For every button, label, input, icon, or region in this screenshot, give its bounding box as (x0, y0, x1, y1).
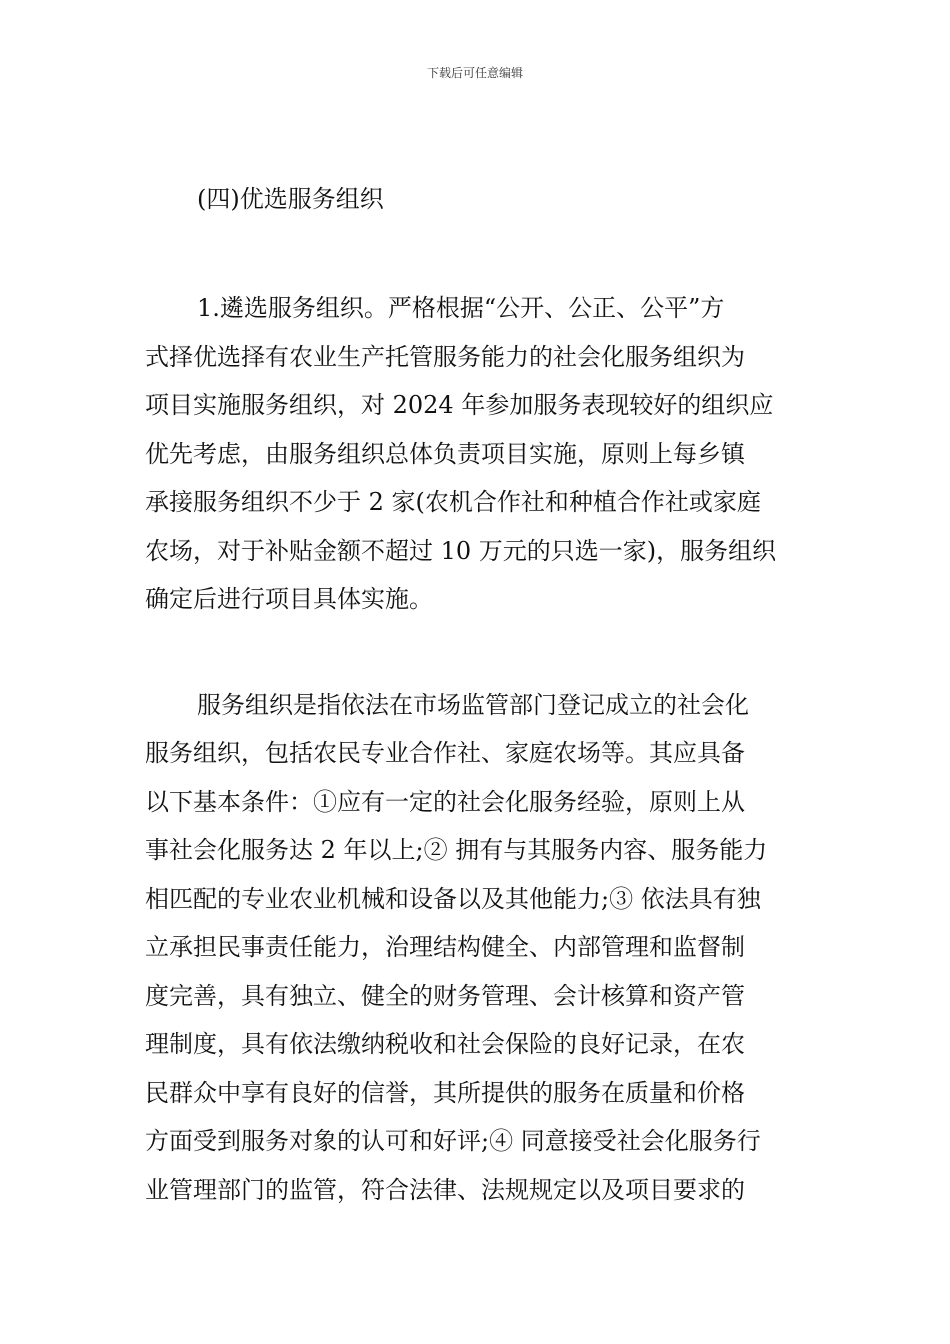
paragraph-line: 农场，对于补贴金额不超过 10 万元的只选一家)，服务组织 (145, 536, 777, 565)
paragraph-line: 方面受到服务对象的认可和好评;④ 同意接受社会化服务行 (145, 1127, 761, 1155)
paragraph-line: 项目实施服务组织，对 2024 年参加服务表现较好的组织应 (145, 391, 774, 419)
paragraph-line: 以下基本条件：①应有一定的社会化服务经验，原则上从 (145, 787, 745, 816)
paragraph-line: 业管理部门的监管，符合法律、法规规定以及项目要求的 (145, 1175, 745, 1204)
paragraph-line: 度完善，具有独立、健全的财务管理、会计核算和资产管 (145, 981, 745, 1010)
paragraph-line: 服务组织是指依法在市场监管部门登记成立的社会化 (197, 690, 749, 719)
paragraph-line: 承接服务组织不少于 2 家(农机合作社和种植合作社或家庭 (145, 488, 761, 516)
paragraph-line: 立承担民事责任能力，治理结构健全、内部管理和监督制 (145, 933, 745, 961)
paragraph-line: 理制度，具有依法缴纳税收和社会保险的良好记录，在农 (145, 1030, 745, 1058)
paragraph-line: 确定后进行项目具体实施。 (145, 585, 433, 613)
paragraph-line: 优先考虑，由服务组织总体负责项目实施，原则上每乡镇 (145, 439, 745, 468)
section-heading: (四)优选服务组织 (197, 185, 384, 213)
paragraph-line: 1.遴选服务组织。严格根据“公开、公正、公平”方 (197, 294, 725, 322)
page-header: 下载后可任意编辑 (426, 66, 523, 80)
paragraph-line: 相匹配的专业农业机械和设备以及其他能力;③ 依法具有独 (145, 884, 761, 913)
paragraph-selection (145, 284, 807, 624)
document-body (145, 178, 807, 1214)
paragraph-line: 事社会化服务达 2 年以上;② 拥有与其服务内容、服务能力 (145, 836, 768, 864)
paragraph-conditions (145, 681, 807, 1215)
paragraph-line: 式择优选择有农业生产托管服务能力的社会化服务组织为 (145, 342, 745, 371)
paragraph-line: 民群众中享有良好的信誉，其所提供的服务在质量和价格 (145, 1078, 745, 1107)
paragraph-line: 服务组织，包括农民专业合作社、家庭农场等。其应具备 (145, 739, 745, 767)
